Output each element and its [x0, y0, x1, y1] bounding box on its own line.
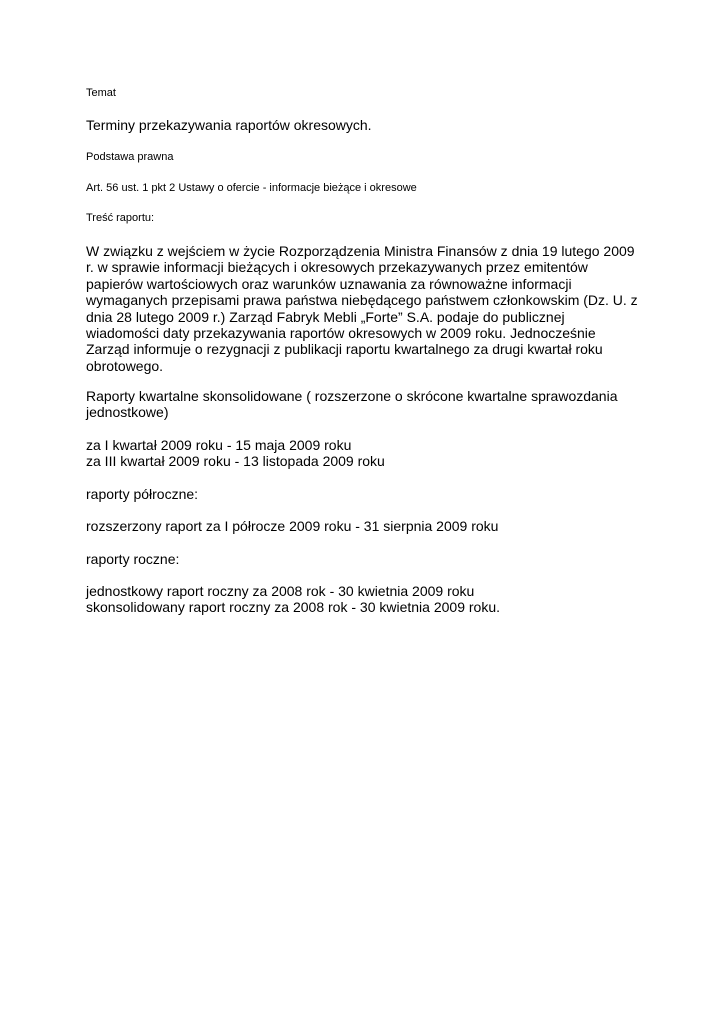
- intro-line: obrotowego.: [86, 357, 164, 374]
- quarterly-item: za I kwartał 2009 roku - 15 maja 2009 roku: [86, 437, 352, 453]
- podstawa-value: Art. 56 ust. 1 pkt 2 Ustawy o ofercie - informacje bieżące i okresowe: [86, 182, 417, 194]
- intro-line: W związku z wejściem w życie Rozporządzenia Ministra Finansów z dnia 19 lutego 2009: [86, 243, 635, 259]
- intro-line: wiadomości daty przekazywania raportów okresowych w 2009 roku. Jednocześnie: [86, 325, 596, 342]
- semiannual-item: rozszerzony raport za I półrocze 2009 roku - 31 sierpnia 2009 roku: [86, 518, 499, 534]
- annual-list: [86, 583, 686, 616]
- quarterly-item: za III kwartał 2009 roku - 13 listopada 2009 roku: [86, 453, 385, 470]
- quarterly-heading-line: jednostkowe): [86, 404, 169, 421]
- intro-line: Zarząd informuje o rezygnacji z publikacji raportu kwartalnego za drugi kwartał roku: [86, 341, 603, 358]
- intro-line: wymaganych przepisami prawa państwa niebędącego państwem członkowskim (Dz. U. z: [86, 292, 638, 309]
- semiannual-heading: raporty półroczne:: [86, 486, 199, 502]
- quarterly-heading: [86, 388, 686, 421]
- annual-item: skonsolidowany raport roczny za 2008 rok - 30 kwietnia 2009 roku.: [86, 599, 500, 616]
- intro-line: papierów wartościowych oraz warunków uznawania za równoważne informacji: [86, 275, 572, 292]
- podstawa-label: Podstawa prawna: [86, 151, 174, 163]
- intro-line: dnia 28 lutego 2009 r.) Zarząd Fabryk Mebli „Forte” S.A. podaje do publicznej: [86, 308, 565, 325]
- annual-heading: raporty roczne:: [86, 551, 180, 567]
- quarterly-list: [86, 437, 686, 470]
- quarterly-heading-line: Raporty kwartalne skonsolidowane ( rozszerzone o skrócone kwartalne sprawozdania: [86, 388, 618, 404]
- temat-label: Temat: [86, 87, 116, 99]
- tresc-label: Treść raportu:: [86, 212, 155, 224]
- temat-value: Terminy przekazywania raportów okresowych.: [86, 117, 372, 133]
- intro-paragraph: [86, 243, 686, 374]
- annual-item: jednostkowy raport roczny za 2008 rok - 30 kwietnia 2009 roku: [86, 583, 475, 599]
- intro-line: r. w sprawie informacji bieżących i okresowych przekazywanych przez emitentów: [86, 259, 588, 276]
